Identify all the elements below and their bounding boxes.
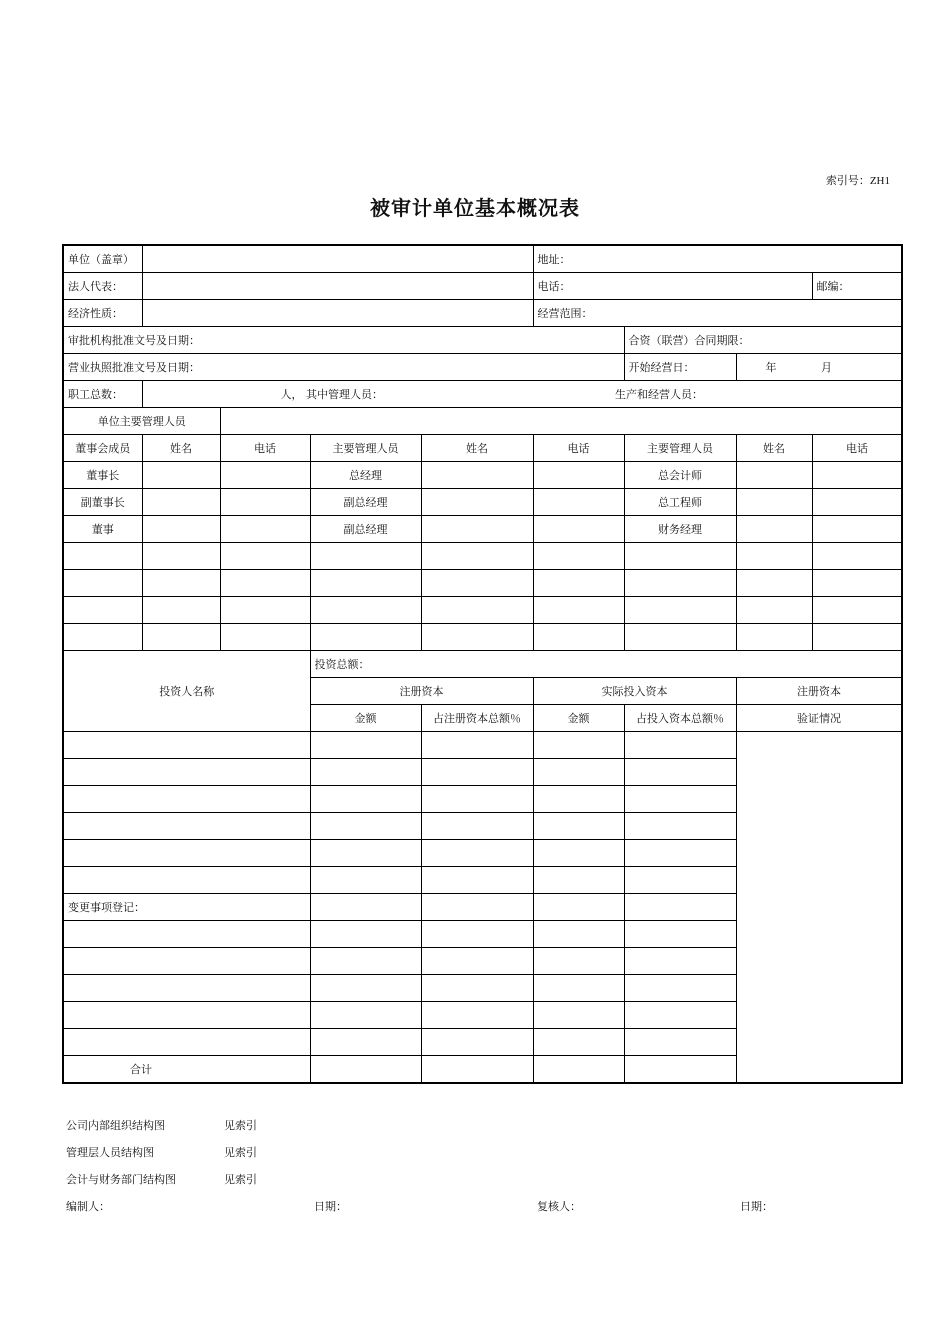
mgmt-row	[63, 570, 902, 597]
investor-cell[interactable]	[310, 894, 421, 921]
amount-header-2: 金额	[533, 705, 624, 732]
investor-cell[interactable]	[624, 1029, 736, 1056]
mgmt-cell[interactable]	[220, 489, 310, 516]
table-row	[63, 354, 902, 381]
amount-header: 金额	[310, 705, 421, 732]
mgmt-cell[interactable]	[533, 516, 624, 543]
staff-mid-label: 人， 其中管理人员：	[280, 388, 383, 401]
page-title: 被审计单位基本概况表	[370, 196, 580, 220]
mgmt-cell[interactable]	[812, 624, 902, 651]
address-label: 地址：	[537, 253, 571, 266]
investor-cell[interactable]	[310, 786, 421, 813]
mgmt-row	[63, 516, 902, 543]
investor-cell[interactable]	[310, 813, 421, 840]
table-row	[63, 651, 902, 678]
col-header: 董事会成员	[63, 435, 142, 462]
investor-cell[interactable]	[533, 894, 624, 921]
col-header: 主要管理人员	[310, 435, 421, 462]
license-label: 营业执照批准文号及日期：	[68, 361, 200, 374]
mgmt-header-row	[63, 435, 902, 462]
investor-cell[interactable]	[624, 732, 736, 759]
investor-cell[interactable]	[624, 1002, 736, 1029]
mgmt-cell[interactable]	[220, 516, 310, 543]
col-header: 电话	[220, 435, 310, 462]
staff-field[interactable]	[142, 381, 902, 408]
mgmt-cell[interactable]	[812, 516, 902, 543]
change-label-cell[interactable]	[63, 894, 310, 921]
investor-cell[interactable]	[533, 1029, 624, 1056]
investor-cell[interactable]	[310, 840, 421, 867]
approval-field[interactable]	[63, 327, 624, 354]
investor-cell[interactable]	[624, 921, 736, 948]
reviewed-by-label: 复核人：	[537, 1200, 581, 1213]
investor-cell[interactable]	[624, 867, 736, 894]
legal-rep-value[interactable]	[142, 273, 533, 300]
mgmt-cell[interactable]	[220, 597, 310, 624]
investor-cell[interactable]	[63, 867, 310, 894]
investor-cell[interactable]	[63, 975, 310, 1002]
investor-cell[interactable]	[310, 948, 421, 975]
mgmt-cell[interactable]	[220, 462, 310, 489]
investor-cell[interactable]	[63, 948, 310, 975]
investor-cell[interactable]	[533, 921, 624, 948]
mgmt-row	[63, 597, 902, 624]
investor-cell[interactable]	[533, 1002, 624, 1029]
investor-cell[interactable]	[421, 894, 533, 921]
investor-cell[interactable]	[63, 840, 310, 867]
mgmt-cell[interactable]	[421, 489, 533, 516]
investor-cell[interactable]	[310, 921, 421, 948]
mgmt-row	[63, 624, 902, 651]
table-row	[63, 327, 902, 354]
mgmt-cell[interactable]	[812, 570, 902, 597]
investor-cell[interactable]	[624, 786, 736, 813]
table-row	[63, 300, 902, 327]
investor-cell[interactable]	[533, 732, 624, 759]
mgmt-chart-label: 管理层人员结构图	[66, 1146, 154, 1159]
mgmt-cell[interactable]	[310, 597, 421, 624]
mgmt-cell[interactable]	[421, 543, 533, 570]
legal-rep-label: 法人代表：	[63, 273, 142, 300]
org-chart-label: 公司内部组织结构图	[66, 1119, 165, 1132]
investor-cell[interactable]	[533, 840, 624, 867]
investor-cell[interactable]	[533, 813, 624, 840]
investor-cell[interactable]	[421, 813, 533, 840]
econ-nature-value[interactable]	[142, 300, 533, 327]
investor-cell[interactable]	[421, 975, 533, 1002]
mgmt-rows	[63, 462, 902, 651]
mgmt-cell[interactable]	[533, 624, 624, 651]
role-label: 副总经理	[310, 489, 421, 516]
investor-cell[interactable]	[421, 786, 533, 813]
mgmt-cell[interactable]	[736, 570, 812, 597]
investor-cell[interactable]	[421, 840, 533, 867]
role-label: 副董事长	[63, 489, 142, 516]
mgmt-cell[interactable]	[624, 597, 736, 624]
postcode-field[interactable]	[812, 273, 902, 300]
approval-label: 审批机构批准文号及日期：	[68, 334, 200, 347]
mgmt-cell[interactable]	[533, 570, 624, 597]
mgmt-cell[interactable]	[421, 570, 533, 597]
mgmt-cell[interactable]	[624, 570, 736, 597]
investor-cell[interactable]	[421, 759, 533, 786]
finance-chart-ref[interactable]: 见索引	[224, 1173, 257, 1186]
investor-cell[interactable]	[310, 975, 421, 1002]
investor-cell[interactable]	[624, 975, 736, 1002]
org-chart-ref[interactable]: 见索引	[224, 1119, 257, 1132]
mgmt-cell[interactable]	[736, 597, 812, 624]
mgmt-cell[interactable]	[533, 543, 624, 570]
prepared-by-label: 编制人：	[66, 1200, 110, 1213]
verification-header: 验证情况	[736, 705, 902, 732]
table-row	[63, 381, 902, 408]
mgmt-cell[interactable]	[421, 624, 533, 651]
investor-cell[interactable]	[63, 813, 310, 840]
investor-cell[interactable]	[533, 867, 624, 894]
mgmt-cell[interactable]	[142, 597, 220, 624]
mgmt-cell[interactable]	[142, 489, 220, 516]
col-header: 姓名	[736, 435, 812, 462]
investor-cell[interactable]	[310, 1029, 421, 1056]
license-field[interactable]	[63, 354, 624, 381]
verification-value[interactable]	[736, 732, 902, 1084]
col-header: 电话	[533, 435, 624, 462]
mgmt-cell[interactable]	[142, 543, 220, 570]
postcode-label: 邮编：	[816, 280, 850, 293]
phone-label: 电话：	[537, 280, 571, 293]
investor-cell[interactable]	[421, 921, 533, 948]
reg-ratio-header: 占注册资本总额％	[421, 705, 533, 732]
investor-cell[interactable]	[421, 1029, 533, 1056]
paid-in-capital-header: 实际投入资本	[533, 678, 736, 705]
investor-cell[interactable]	[421, 1056, 533, 1084]
investor-cell[interactable]	[63, 921, 310, 948]
table-row	[63, 408, 902, 435]
mgmt-cell[interactable]	[624, 543, 736, 570]
mgmt-section-label: 单位主要管理人员	[63, 408, 220, 435]
staff-total-label: 职工总数：	[63, 381, 142, 408]
investor-cell[interactable]	[533, 759, 624, 786]
date-label: 日期：	[314, 1200, 347, 1213]
mgmt-cell[interactable]	[736, 543, 812, 570]
investor-cell[interactable]	[533, 1056, 624, 1084]
mgmt-row	[63, 462, 902, 489]
role-label: 总经理	[310, 462, 421, 489]
total-label-cell	[63, 1056, 310, 1084]
table-row	[63, 245, 902, 273]
mgmt-cell[interactable]	[736, 462, 812, 489]
col-header: 姓名	[142, 435, 220, 462]
investor-cell[interactable]	[533, 975, 624, 1002]
mgmt-cell[interactable]	[736, 489, 812, 516]
jv-term-field[interactable]	[624, 327, 902, 354]
investor-name-header: 投资人名称	[63, 651, 310, 732]
change-label: 变更事项登记：	[68, 901, 145, 914]
investor-cell[interactable]	[624, 759, 736, 786]
investor-cell[interactable]	[624, 1056, 736, 1084]
mgmt-cell[interactable]	[310, 624, 421, 651]
role-label: 总会计师	[624, 462, 736, 489]
month-label: 月	[821, 361, 832, 374]
mgmt-cell[interactable]	[812, 597, 902, 624]
mgmt-cell[interactable]	[63, 543, 142, 570]
mgmt-cell[interactable]	[421, 597, 533, 624]
role-label: 董事长	[63, 462, 142, 489]
col-header: 主要管理人员	[624, 435, 736, 462]
mgmt-cell[interactable]	[812, 543, 902, 570]
investor-cell[interactable]	[533, 786, 624, 813]
investor-cell[interactable]	[310, 732, 421, 759]
mgmt-cell[interactable]	[63, 570, 142, 597]
investor-cell[interactable]	[63, 1002, 310, 1029]
mgmt-cell[interactable]	[63, 624, 142, 651]
phone-field[interactable]	[533, 273, 812, 300]
investor-cell[interactable]	[310, 867, 421, 894]
mgmt-cell[interactable]	[736, 516, 812, 543]
econ-nature-label: 经济性质：	[63, 300, 142, 327]
mgmt-cell[interactable]	[421, 516, 533, 543]
investment-total-label: 投资总额：	[314, 658, 370, 671]
mgmt-cell[interactable]	[220, 570, 310, 597]
col-header: 电话	[812, 435, 902, 462]
role-label: 董事	[63, 516, 142, 543]
jv-term-label: 合资（联营）合同期限：	[628, 334, 750, 347]
mgmt-chart-ref[interactable]: 见索引	[224, 1146, 257, 1159]
unit-label: 单位（盖章）	[63, 245, 142, 273]
investor-cell[interactable]	[624, 948, 736, 975]
investor-cell[interactable]	[624, 840, 736, 867]
role-label: 副总经理	[310, 516, 421, 543]
investor-cell[interactable]	[421, 948, 533, 975]
mgmt-cell[interactable]	[63, 597, 142, 624]
investor-cell[interactable]	[533, 948, 624, 975]
investor-cell[interactable]	[624, 894, 736, 921]
investor-row	[63, 732, 902, 759]
mgmt-cell[interactable]	[142, 624, 220, 651]
mgmt-cell[interactable]	[736, 624, 812, 651]
investor-cell[interactable]	[310, 1056, 421, 1084]
table-row	[63, 273, 902, 300]
mgmt-cell[interactable]	[533, 489, 624, 516]
business-scope-field[interactable]	[533, 300, 902, 327]
investor-cell[interactable]	[421, 867, 533, 894]
mgmt-row	[63, 543, 902, 570]
paid-ratio-header: 占投入资本总额％	[624, 705, 736, 732]
mgmt-cell[interactable]	[142, 570, 220, 597]
address-field[interactable]	[533, 245, 902, 273]
start-date-label: 开始经营日：	[624, 354, 736, 381]
investor-cell[interactable]	[421, 732, 533, 759]
role-label: 财务经理	[624, 516, 736, 543]
col-header: 姓名	[421, 435, 533, 462]
investor-cell[interactable]	[624, 813, 736, 840]
role-label: 总工程师	[624, 489, 736, 516]
mgmt-cell[interactable]	[142, 516, 220, 543]
mgmt-cell[interactable]	[220, 624, 310, 651]
investor-cell[interactable]	[63, 786, 310, 813]
registered-capital-header-2: 注册资本	[736, 678, 902, 705]
start-date-field[interactable]	[736, 354, 902, 381]
unit-value[interactable]	[142, 245, 533, 273]
mgmt-cell[interactable]	[533, 597, 624, 624]
investor-cell[interactable]	[63, 1029, 310, 1056]
total-label: 合计	[130, 1063, 152, 1076]
registered-capital-header: 注册资本	[310, 678, 533, 705]
date-label-2: 日期：	[740, 1200, 773, 1213]
investor-cell[interactable]	[310, 759, 421, 786]
mgmt-cell[interactable]	[533, 462, 624, 489]
investor-cell[interactable]	[63, 759, 310, 786]
mgmt-cell[interactable]	[310, 570, 421, 597]
mgmt-cell[interactable]	[142, 462, 220, 489]
mgmt-cell[interactable]	[310, 543, 421, 570]
mgmt-cell[interactable]	[812, 489, 902, 516]
staff-prod-label: 生产和经营人员：	[615, 388, 703, 401]
index-number: 索引号：ZH1	[825, 175, 890, 187]
year-label: 年	[765, 361, 777, 374]
investor-cell[interactable]	[63, 732, 310, 759]
investor-cell[interactable]	[421, 1002, 533, 1029]
mgmt-section-blank	[220, 408, 902, 435]
finance-chart-label: 会计与财务部门结构图	[66, 1173, 176, 1186]
business-scope-label: 经营范围：	[537, 307, 593, 320]
audit-unit-overview-table	[62, 244, 903, 1084]
investment-total-field[interactable]	[310, 651, 902, 678]
mgmt-cell[interactable]	[624, 624, 736, 651]
mgmt-cell[interactable]	[220, 543, 310, 570]
mgmt-row	[63, 489, 902, 516]
investor-cell[interactable]	[310, 1002, 421, 1029]
mgmt-cell[interactable]	[812, 462, 902, 489]
mgmt-cell[interactable]	[421, 462, 533, 489]
